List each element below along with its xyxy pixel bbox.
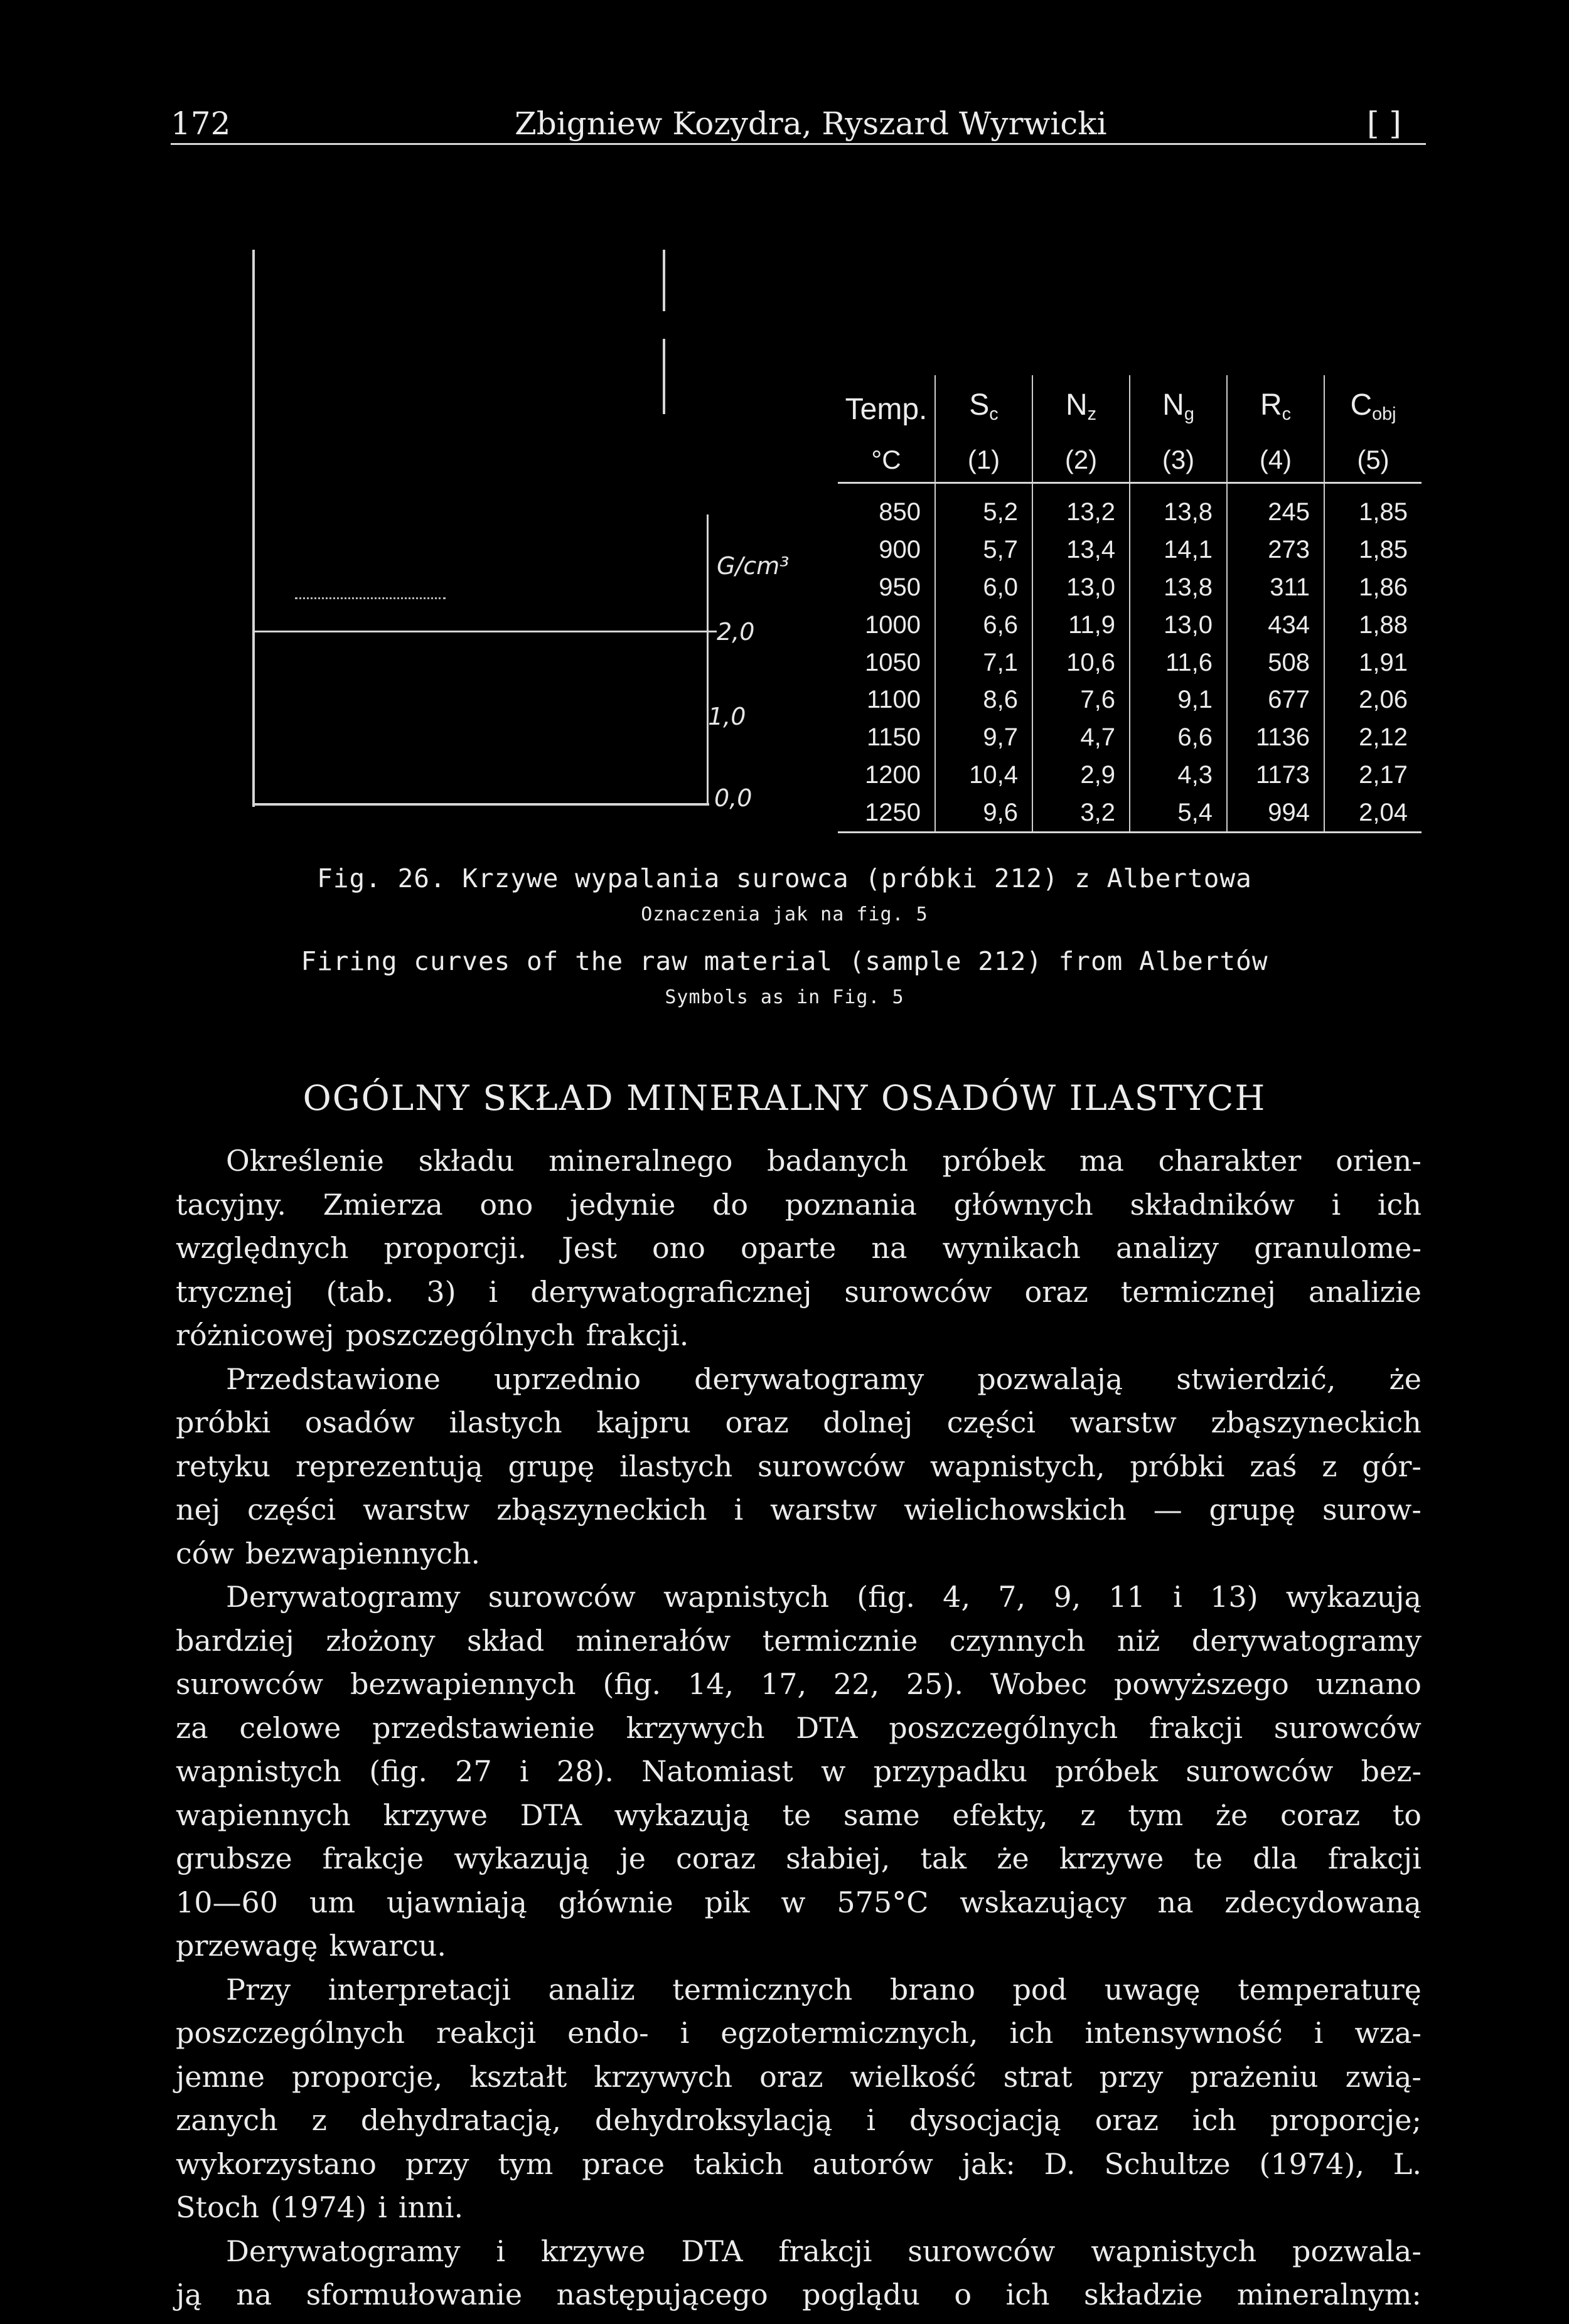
axis-tick-label: 1,0 <box>708 703 746 730</box>
table-cell: 1173 <box>1227 756 1324 794</box>
table-row <box>838 644 1422 681</box>
table-cell: 14,1 <box>1130 531 1227 569</box>
table-cell: 7,1 <box>935 644 1032 681</box>
column-unit: (1) <box>935 438 1032 483</box>
table-cell: 4,7 <box>1032 719 1130 757</box>
table-cell: 1150 <box>866 723 921 752</box>
running-header-bracket: [ ] <box>1367 105 1401 142</box>
text-line: zanych z dehydratacją, dehydroksylacją i dysocjacją oraz ich proporcje; <box>176 2103 1422 2137</box>
table-cell: 311 <box>1227 569 1324 607</box>
chart-curve-segment <box>663 339 665 414</box>
chart-right-border <box>707 514 709 804</box>
section-heading: OGÓLNY SKŁAD MINERALNY OSADÓW ILASTYCH <box>303 1078 1266 1118</box>
chart-baseline-mid <box>252 631 717 632</box>
text-line: retyku reprezentują grupę ilastych surowców wapnistych, próbki zaś z gór- <box>176 1449 1422 1483</box>
text-line: Przy interpretacji analiz termicznych brano pod uwagę temperaturę <box>226 1972 1422 2007</box>
table-cell: 850 <box>879 498 921 526</box>
column-unit: (5) <box>1324 438 1422 483</box>
table-unit-row <box>838 438 1422 483</box>
figure-caption-english-note: Symbols as in Fig. 5 <box>665 986 904 1008</box>
table-cell: 9,6 <box>935 794 1032 832</box>
column-header: $N_g$ <box>1130 375 1227 438</box>
column-unit: (4) <box>1227 438 1324 483</box>
table-cell: 10,6 <box>1032 644 1130 681</box>
table-cell: 1,88 <box>1324 606 1422 644</box>
text-line: Określenie składu mineralnego badanych próbek ma charakter orien- <box>226 1144 1422 1178</box>
table-cell: 6,6 <box>935 606 1032 644</box>
table-cell: 1250 <box>865 798 921 826</box>
table-cell: 3,2 <box>1032 794 1130 832</box>
text-line: Derywatogramy i krzywe DTA frakcji surowców wapnistych pozwala- <box>226 2234 1422 2268</box>
header-rule <box>171 143 1426 145</box>
table-cell: 10,4 <box>935 756 1032 794</box>
text-line: Przedstawione uprzednio derywatogramy pozwalają stwierdzić, że <box>226 1362 1422 1396</box>
table-cell: 4,3 <box>1130 756 1227 794</box>
table-cell: 1200 <box>865 760 921 789</box>
chart-curve-segment <box>663 250 665 311</box>
text-line: ców bezwapiennych. <box>176 1536 481 1570</box>
text-line: jemne proporcje, kształt krzywych oraz wielkość strat przy prażeniu zwią- <box>176 2059 1422 2094</box>
table-cell: 6,6 <box>1130 719 1227 757</box>
column-header: Temp. <box>845 393 928 426</box>
text-line: Stoch (1974) i inni. <box>176 2190 464 2224</box>
table-cell: 13,8 <box>1130 483 1227 531</box>
table-cell: 2,12 <box>1324 719 1422 757</box>
table-row <box>838 606 1422 644</box>
table-cell: 2,06 <box>1324 681 1422 719</box>
table-cell: 13,2 <box>1032 483 1130 531</box>
table-cell: 1100 <box>866 686 921 714</box>
table-body <box>838 483 1422 833</box>
table-cell: 11,6 <box>1130 644 1227 681</box>
table-cell: 2,04 <box>1324 794 1422 832</box>
table-row <box>838 483 1422 531</box>
text-line: nej części warstw zbąszyneckich i warstw wielichowskich — grupę surow- <box>176 1493 1422 1527</box>
figure-caption-polish: Fig. 26. Krzywe wypalania surowca (próbki 212) z Albertowa <box>317 863 1252 893</box>
text-line: bardziej złożony skład minerałów termicznie czynnych niż derywatogramy <box>176 1623 1422 1658</box>
column-unit: (2) <box>1032 438 1130 483</box>
text-line: wapiennych krzywe DTA wykazują te same efekty, z tym że coraz to <box>176 1798 1422 1832</box>
text-line: wykorzystano przy tym prace takich autorów jak: D. Schultze (1974), L. <box>176 2146 1422 2181</box>
text-line: różnicowej poszczególnych frakcji. <box>176 1318 689 1352</box>
table-cell: 950 <box>879 573 921 602</box>
axis-tick-label: 0,0 <box>714 784 752 812</box>
table-cell: 13,4 <box>1032 531 1130 569</box>
table-cell: 9,1 <box>1130 681 1227 719</box>
text-line: ją na sformułowanie następującego poglądu o ich składzie mineralnym: <box>176 2278 1422 2311</box>
text-line: próbki osadów ilastych kajpru oraz dolnej części warstw zbąszyneckich <box>176 1405 1422 1439</box>
table-cell: 1,91 <box>1324 644 1422 681</box>
text-line: przewagę kwarcu. <box>176 1929 447 1963</box>
table-cell: 1000 <box>865 610 921 639</box>
text-line: surowców bezwapiennych (fig. 14, 17, 22, 25). Wobec powyższego uznano <box>176 1667 1422 1701</box>
table-cell: 508 <box>1227 644 1324 681</box>
table-cell: 13,8 <box>1130 569 1227 607</box>
column-unit: °C <box>838 438 935 483</box>
column-header: $N_z$ <box>1032 375 1130 438</box>
table-cell: 5,7 <box>935 531 1032 569</box>
text-line: tacyjny. Zmierza ono jedynie do poznania głównych składników i ich <box>176 1187 1422 1222</box>
text-line: trycznej (tab. 3) i derywatograficznej surowców oraz termicznej analizie <box>176 1274 1422 1309</box>
text-line: za celowe przedstawienie krzywych DTA poszczególnych frakcji surowców <box>176 1710 1422 1745</box>
text-line: grubsze frakcje wykazują je coraz słabiej, tak że krzywe te dla frakcji <box>176 1842 1422 1875</box>
column-header: $R_c$ <box>1227 375 1324 438</box>
table-row <box>838 719 1422 757</box>
table-cell: 1050 <box>865 648 921 676</box>
table-cell: 2,17 <box>1324 756 1422 794</box>
table-row <box>838 569 1422 607</box>
table-cell: 5,2 <box>935 483 1032 531</box>
table-cell: 9,7 <box>935 719 1032 757</box>
table-cell: 1,85 <box>1324 531 1422 569</box>
text-line: względnych proporcji. Jest ono oparte na wynikach analizy granulome- <box>176 1231 1422 1265</box>
table-cell: 13,0 <box>1130 606 1227 644</box>
table-row <box>838 681 1422 719</box>
table-cell: 900 <box>879 536 921 564</box>
column-header: $C_{obj}$ <box>1324 375 1422 438</box>
table-cell: 994 <box>1227 794 1324 832</box>
column-unit: (3) <box>1130 438 1227 483</box>
page-number: 172 <box>171 105 231 142</box>
table-cell: 245 <box>1227 483 1324 531</box>
table-cell: 1136 <box>1227 719 1324 757</box>
table-cell: 11,9 <box>1032 606 1130 644</box>
table-row <box>838 794 1422 832</box>
text-line: poszczególnych reakcji endo- i egzotermicznych, ich intensywność i wza- <box>176 2016 1422 2050</box>
axis-unit-label: G/cm³ <box>717 552 790 580</box>
figure-caption-english: Firing curves of the raw material (sample 212) from Albertów <box>301 946 1268 976</box>
table-cell: 1,86 <box>1324 569 1422 607</box>
text-line: Derywatogramy surowców wapnistych (fig. 4, 7, 9, 11 i 13) wykazują <box>226 1580 1422 1614</box>
running-header-authors: Zbigniew Kozydra, Ryszard Wyrwicki <box>515 105 1107 142</box>
firing-data-table <box>838 375 1422 838</box>
table-cell: 434 <box>1227 606 1324 644</box>
table-row <box>838 531 1422 569</box>
chart-dotted-curve <box>295 597 446 599</box>
table-cell: 13,0 <box>1032 569 1130 607</box>
table-cell: 8,6 <box>935 681 1032 719</box>
text-line: 10—60 um ujawniają głównie pik w 575°C wskazujący na zdecydowaną <box>176 1885 1422 1919</box>
table-cell: 2,9 <box>1032 756 1130 794</box>
body-text <box>176 1139 1422 2317</box>
table-row <box>838 756 1422 794</box>
table-header-row <box>838 375 1422 438</box>
chart-left-border <box>252 250 255 807</box>
table-cell: 5,4 <box>1130 794 1227 832</box>
table-cell: 6,0 <box>935 569 1032 607</box>
table-cell: 677 <box>1227 681 1324 719</box>
axis-tick-label: 2,0 <box>717 618 755 646</box>
table-cell: 7,6 <box>1032 681 1130 719</box>
table-cell: 1,85 <box>1324 483 1422 531</box>
text-line: wapnistych (fig. 27 i 28). Natomiast w przypadku próbek surowców bez- <box>176 1754 1422 1788</box>
table-cell: 273 <box>1227 531 1324 569</box>
table-footer-rule <box>838 833 1422 839</box>
column-header: $S_c$ <box>935 375 1032 438</box>
chart-bottom-border <box>252 803 709 806</box>
figure-caption-polish-note: Oznaczenia jak na fig. 5 <box>641 903 928 925</box>
